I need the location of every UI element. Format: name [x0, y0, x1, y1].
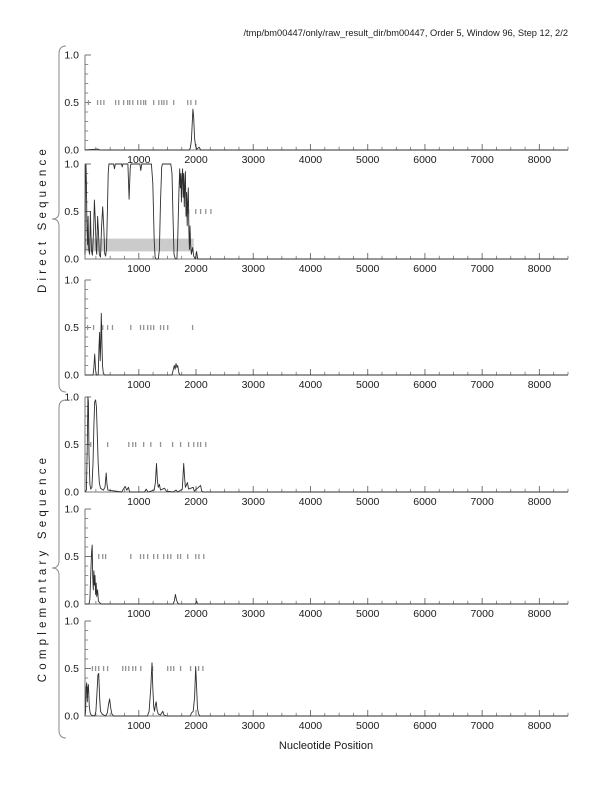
- x-tick-label: 3000: [241, 720, 265, 732]
- x-tick-label: 2000: [184, 263, 208, 275]
- x-tick-label: 6000: [413, 263, 437, 275]
- x-tick-label: 4000: [298, 154, 323, 166]
- y-tick-label: 0.0: [64, 598, 79, 611]
- axes-frame: [85, 621, 568, 716]
- panels: [64, 50, 568, 732]
- x-tick-label: 3000: [241, 608, 265, 620]
- x-tick-label: 8000: [527, 379, 552, 391]
- x-tick-label: 4000: [298, 379, 323, 391]
- x-tick-label: 7000: [470, 720, 494, 732]
- x-tick-label: 1000: [127, 496, 151, 508]
- x-tick-label: 2000: [184, 608, 208, 620]
- x-tick-label: 1000: [127, 263, 151, 275]
- y-tick-label: 0.0: [64, 253, 79, 266]
- y-tick-label: 0.0: [64, 369, 79, 382]
- x-tick-label: 4000: [298, 263, 323, 275]
- y-tick-label: 0.5: [64, 663, 79, 676]
- x-tick-label: 7000: [470, 379, 494, 391]
- x-tick-label: 1000: [127, 154, 151, 166]
- x-tick-label: 6000: [413, 154, 437, 166]
- x-tick-label: 2000: [184, 496, 208, 508]
- x-tick-label: 1000: [127, 379, 151, 391]
- x-tick-label: 6000: [413, 720, 437, 732]
- profile-curve-complementary-3: [85, 663, 568, 716]
- x-tick-label: 3000: [241, 154, 265, 166]
- y-tick-label: 1.0: [64, 503, 79, 516]
- x-tick-label: 5000: [356, 720, 380, 732]
- x-tick-label: 5000: [356, 154, 380, 166]
- y-tick-label: 1.0: [64, 274, 79, 287]
- x-tick-label: 7000: [470, 496, 494, 508]
- profile-curve-complementary-2: [85, 545, 568, 604]
- x-tick-label: 8000: [527, 720, 552, 732]
- profile-curve-direct-1: [85, 109, 568, 150]
- x-tick-label: 4000: [298, 608, 323, 620]
- x-tick-label: 2000: [184, 379, 208, 391]
- x-tick-label: 7000: [470, 263, 494, 275]
- profile-curve-direct-3: [85, 313, 568, 375]
- y-tick-label: 0.5: [64, 206, 79, 219]
- profile-curve-complementary-1: [85, 397, 568, 492]
- panel-direct-1: [64, 50, 568, 166]
- x-tick-label: 6000: [413, 608, 437, 620]
- x-tick-label: 2000: [184, 154, 208, 166]
- x-tick-label: 7000: [470, 154, 494, 166]
- x-tick-label: 8000: [527, 608, 552, 620]
- y-tick-label: 0.5: [64, 97, 79, 110]
- direct-sequence-group-label: Direct Sequence: [37, 144, 49, 294]
- x-tick-label: 8000: [527, 496, 552, 508]
- panel-direct-2: [64, 159, 568, 275]
- x-tick-label: 3000: [241, 263, 265, 275]
- y-tick-label: 1.0: [64, 158, 79, 171]
- y-tick-label: 1.0: [64, 49, 79, 62]
- x-tick-label: 4000: [298, 720, 323, 732]
- x-tick-label: 1000: [127, 720, 151, 732]
- y-tick-label: 0.5: [64, 439, 79, 452]
- x-tick-label: 1000: [127, 608, 151, 620]
- x-tick-label: 5000: [356, 496, 380, 508]
- panel-complementary-2: [64, 504, 568, 620]
- y-tick-label: 0.5: [64, 551, 79, 564]
- x-tick-label: 8000: [527, 154, 552, 166]
- x-tick-label: 6000: [413, 496, 437, 508]
- x-tick-label: 7000: [470, 608, 494, 620]
- y-tick-label: 0.0: [64, 486, 79, 499]
- panel-direct-3: [64, 275, 568, 391]
- x-tick-label: 2000: [184, 720, 208, 732]
- x-tick-label: 3000: [241, 496, 265, 508]
- y-tick-label: 0.5: [64, 322, 79, 335]
- panel-complementary-1: [64, 392, 568, 508]
- complementary-sequence-group-label: Complementary Sequence: [37, 453, 49, 683]
- y-tick-label: 1.0: [64, 391, 79, 404]
- y-tick-label: 0.0: [64, 144, 79, 157]
- y-tick-label: 0.0: [64, 710, 79, 723]
- panel-complementary-3: [64, 616, 568, 732]
- x-tick-label: 3000: [241, 379, 265, 391]
- axes-frame: [85, 280, 568, 375]
- x-axis-title: Nucleotide Position: [278, 740, 374, 752]
- x-tick-label: 4000: [298, 496, 323, 508]
- x-tick-label: 5000: [356, 379, 380, 391]
- x-tick-label: 5000: [356, 608, 380, 620]
- y-tick-label: 1.0: [64, 615, 79, 628]
- x-tick-label: 5000: [356, 263, 380, 275]
- x-tick-label: 8000: [527, 263, 552, 275]
- plot-title: /tmp/bm00447/only/raw_result_dir/bm00447, Order 5, Window 96, Step 12, 2/2: [243, 28, 568, 38]
- axes-frame: [85, 55, 568, 150]
- x-tick-label: 6000: [413, 379, 437, 391]
